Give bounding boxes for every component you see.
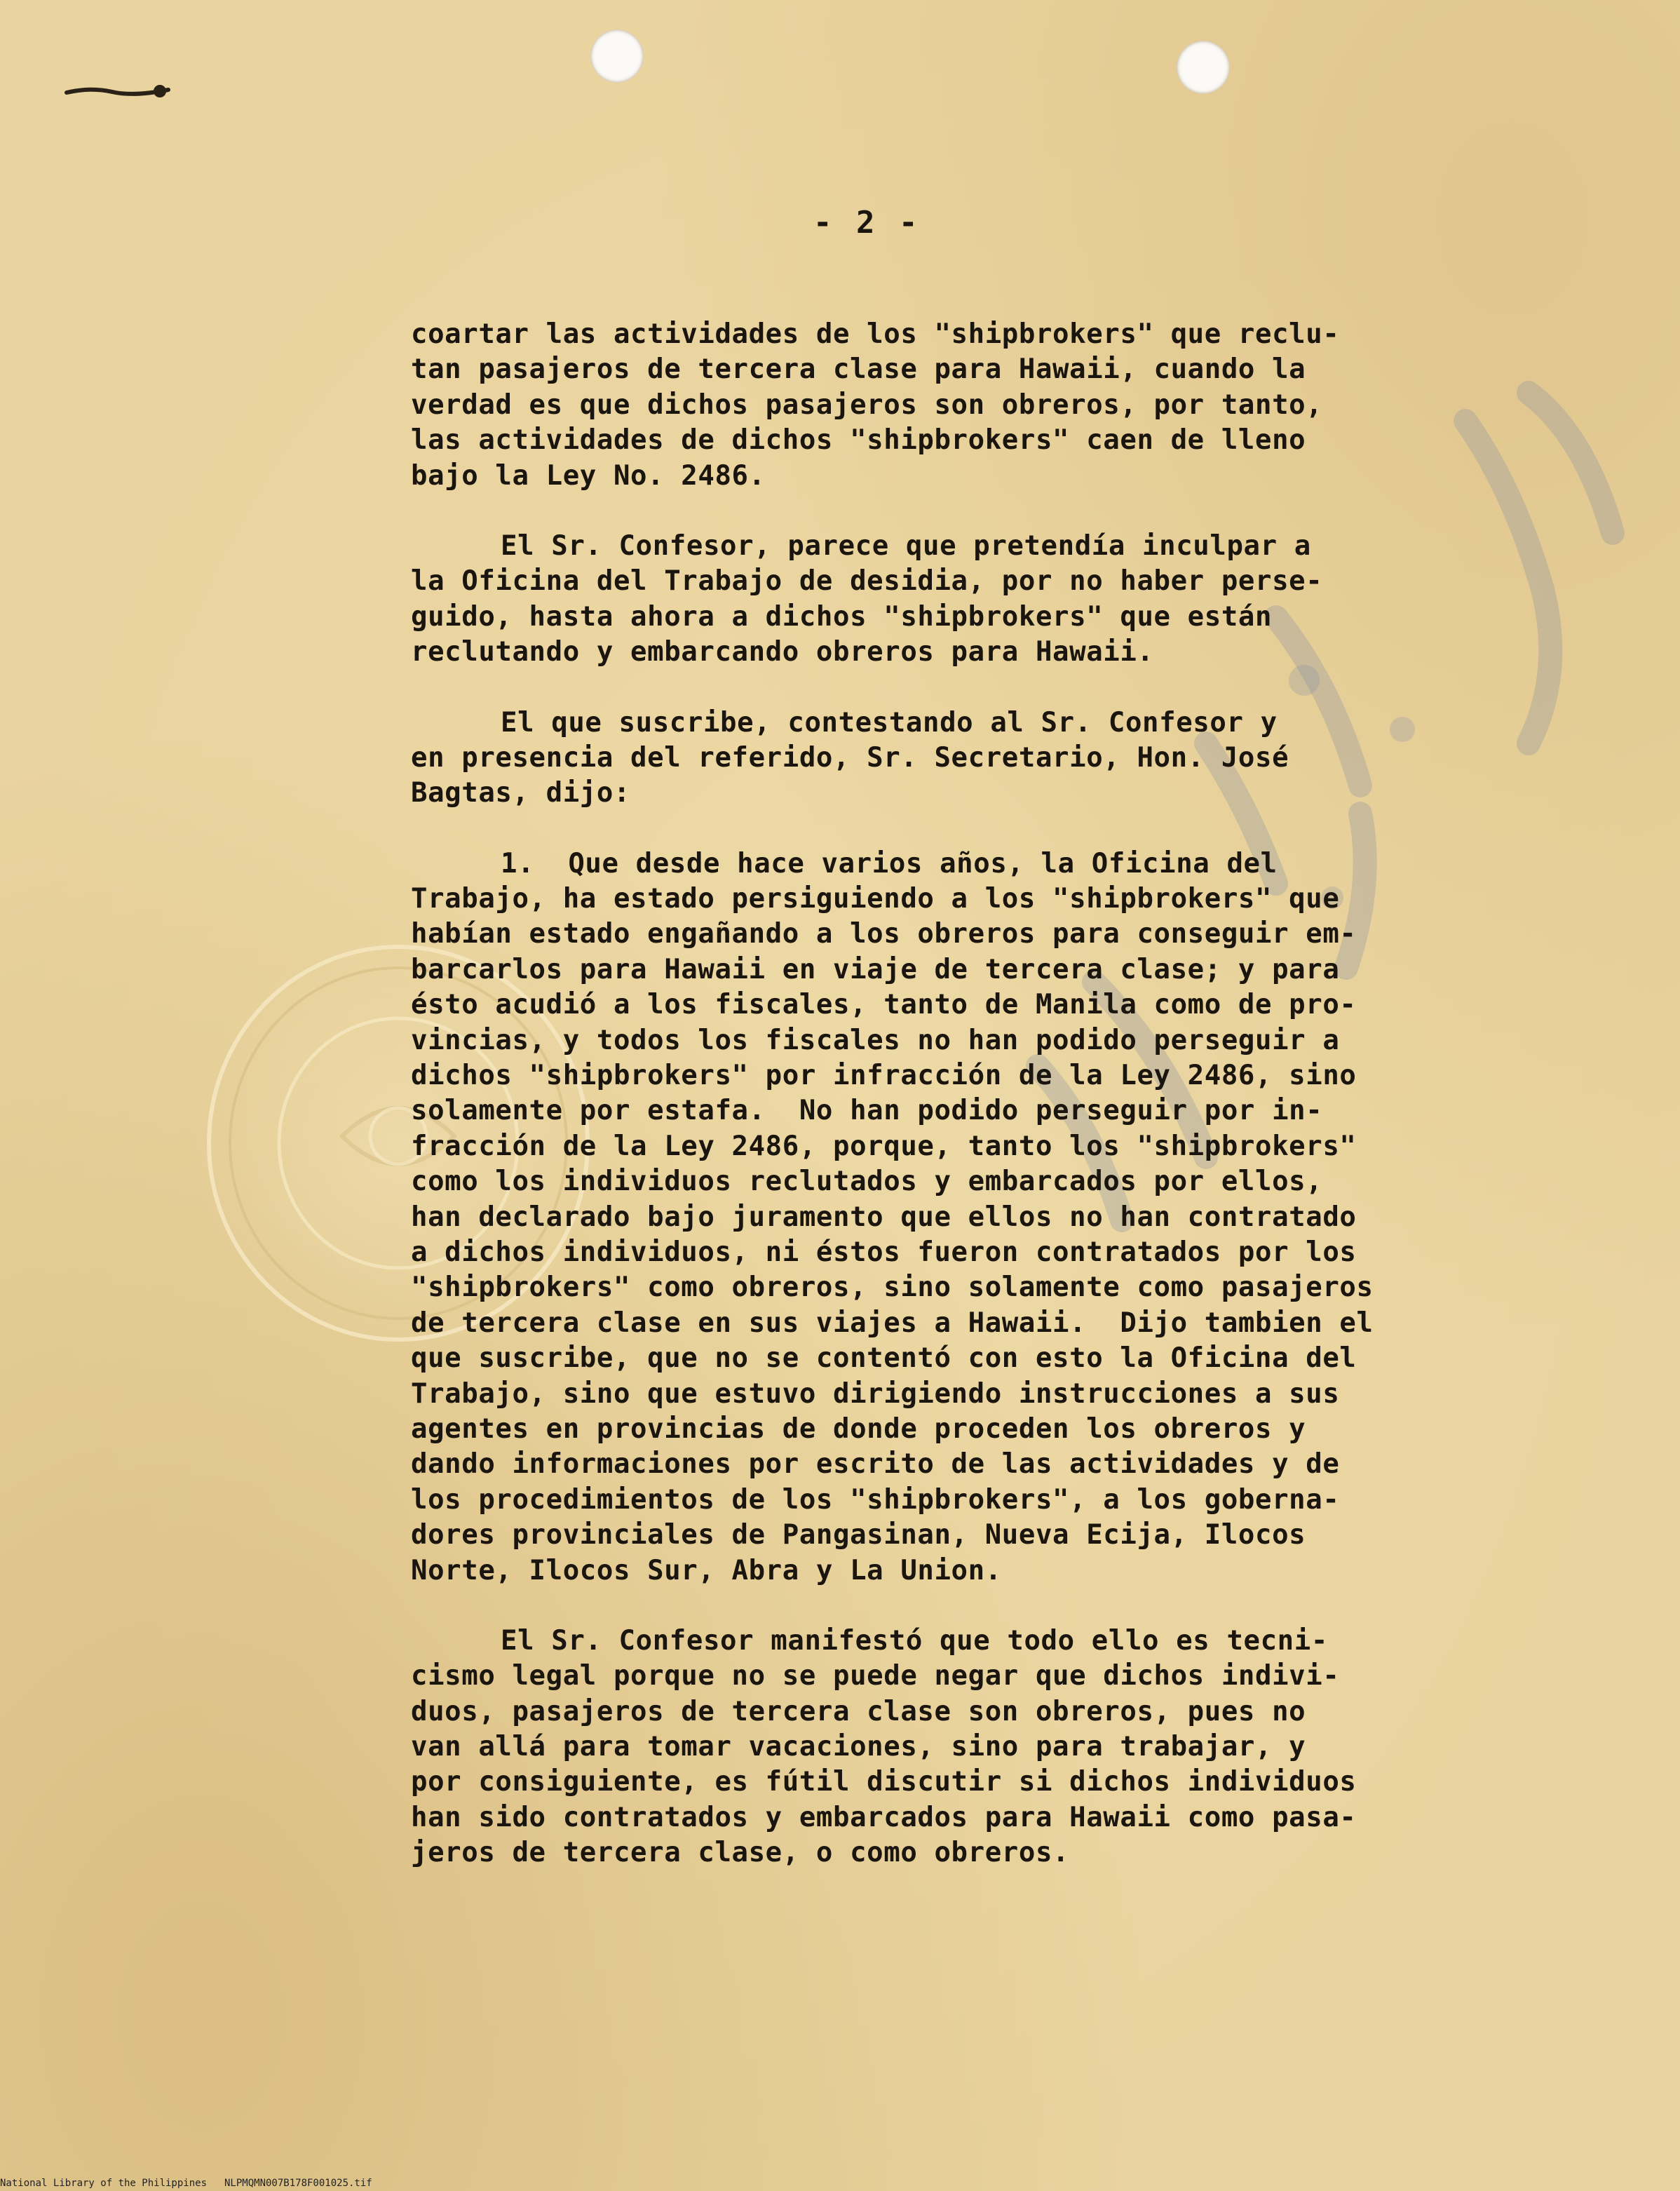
text-line: que suscribe, que no se contentó con esto la Oficina del [411, 1342, 1357, 1375]
text-line: 1. Que desde hace varios años, la Oficina del [501, 847, 1278, 879]
text-line: los procedimientos de los "shipbrokers", a los goberna- [411, 1483, 1340, 1516]
text-line: han declarado bajo juramento que ellos no han contratado [411, 1201, 1357, 1233]
paragraph-gap [411, 494, 1449, 529]
text-line: agentes en provincias de donde proceden los obreros y [411, 1413, 1306, 1445]
text-line: han sido contratados y embarcados para Hawaii como pasa- [411, 1801, 1357, 1833]
text-line: Norte, Ilocos Sur, Abra y La Union. [411, 1554, 1002, 1586]
paragraph-gap [411, 811, 1449, 847]
paragraph-gap [411, 670, 1449, 706]
text-line: vincias, y todos los fiscales no han podido perseguir a [411, 1024, 1340, 1056]
text-line: Trabajo, ha estado persiguiendo a los "shipbrokers" que [411, 883, 1340, 915]
text-line: ésto acudió a los fiscales, tanto de Manila como de pro- [411, 989, 1357, 1021]
text-line: fracción de la Ley 2486, porque, tanto los "shipbrokers" [411, 1130, 1357, 1162]
text-line: de tercera clase en sus viajes a Hawaii. Dijo tambien el [411, 1307, 1374, 1339]
page-number: - 2 - [813, 205, 921, 241]
scan-filename: NLPMQMN007B178F001025.tif [224, 2178, 372, 2189]
text-line: tan pasajeros de tercera clase para Hawaii, cuando la [411, 353, 1306, 386]
text-line: verdad es que dichos pasajeros son obreros, por tanto, [411, 389, 1323, 421]
text-line: dichos "shipbrokers" por infracción de la Ley 2486, sino [411, 1060, 1357, 1092]
text-line: El Sr. Confesor manifestó que todo ello es tecni- [501, 1624, 1328, 1657]
ink-smudge-mark [63, 83, 175, 101]
text-line: El que suscribe, contestando al Sr. Confesor y [501, 706, 1278, 739]
text-line: en presencia del referido, Sr. Secretario, Hon. José [411, 741, 1289, 774]
text-line: Bagtas, dijo: [411, 777, 631, 809]
punch-hole-right [1177, 41, 1230, 94]
text-line: El Sr. Confesor, parece que pretendía inculpar a [501, 530, 1311, 562]
text-line: bajo la Ley No. 2486. [411, 459, 766, 492]
text-line: cismo legal porque no se puede negar que dichos indivi- [411, 1660, 1340, 1692]
text-line: habían estado engañando a los obreros para conseguir em- [411, 918, 1357, 950]
text-line: dando informaciones por escrito de las actividades y de [411, 1448, 1340, 1481]
text-line: como los individuos reclutados y embarcados por ellos, [411, 1166, 1323, 1198]
text-line: jeros de tercera clase, o como obreros. [411, 1837, 1070, 1869]
library-credit: National Library of the Philippines [0, 2178, 208, 2189]
document-body [411, 317, 1449, 1871]
text-line: Trabajo, sino que estuvo dirigiendo instrucciones a sus [411, 1377, 1340, 1410]
text-line: "shipbrokers" como obreros, sino solamente como pasajeros [411, 1272, 1374, 1304]
text-line: a dichos individuos, ni éstos fueron contratados por los [411, 1236, 1357, 1268]
text-line: por consiguiente, es fútil discutir si dichos individuos [411, 1766, 1357, 1798]
scan-footer [0, 2176, 1680, 2191]
text-line: duos, pasajeros de tercera clase son obreros, pues no [411, 1695, 1306, 1727]
text-line: van allá para tomar vacaciones, sino para trabajar, y [411, 1731, 1306, 1763]
text-line: solamente por estafa. No han podido perseguir por in- [411, 1095, 1323, 1127]
text-line: barcarlos para Hawaii en viaje de tercera clase; y para [411, 953, 1340, 985]
text-line: dores provinciales de Pangasinan, Nueva Ecija, Ilocos [411, 1519, 1306, 1551]
punch-hole-left [590, 29, 644, 83]
text-line: coartar las actividades de los "shipbrokers" que reclu- [411, 318, 1340, 350]
text-line: las actividades de dichos "shipbrokers" caen de lleno [411, 424, 1306, 457]
text-line: la Oficina del Trabajo de desidia, por no haber perse- [411, 565, 1323, 598]
text-line: reclutando y embarcando obreros para Hawaii. [411, 636, 1154, 668]
text-line: guido, hasta ahora a dichos "shipbrokers" que están [411, 600, 1273, 633]
paragraph-gap [411, 1589, 1449, 1624]
